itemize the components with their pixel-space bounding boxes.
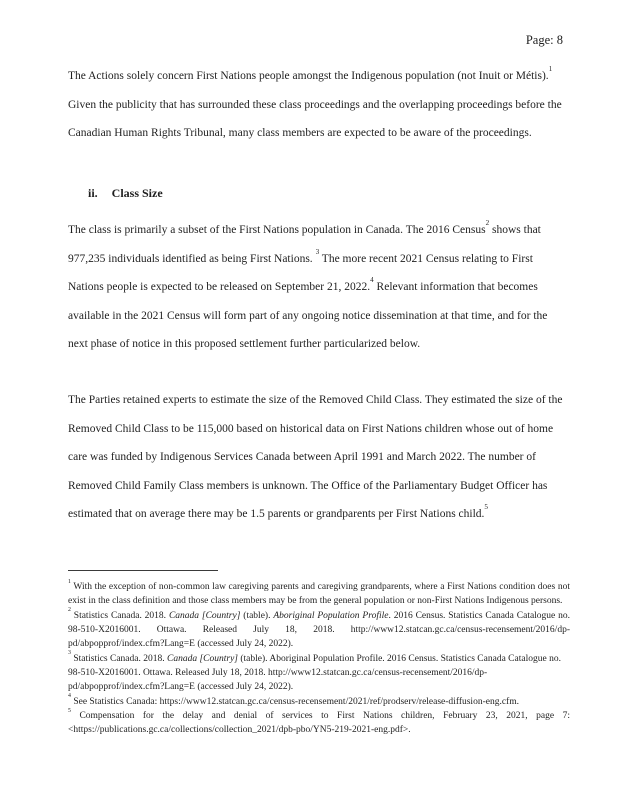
footnote-5-marker: 5	[68, 707, 71, 714]
footnote-2-marker: 2	[68, 607, 71, 614]
heading-number: ii.	[88, 186, 98, 200]
footnote-3-marker: 3	[68, 650, 71, 657]
paragraph-expert-estimates: The Parties retained experts to estimate the size of the Removed Child Class. They estimated the size of the Removed Child Class to be 115,000 based on historical data on First Nations children whose out of home care was funded by Indigenous Services Canada between April 1991 and March 2022. The number of Removed Child Family Class members is unknown. The Office of the Parliamentary Budget Officer has estimated that on average there may be 1.5 parents or grandparents per First Nations child.$^5$	[68, 394, 563, 521]
page-number: Page: 8	[525, 33, 563, 47]
footnote-2	[68, 609, 570, 652]
footnote-5	[68, 709, 570, 738]
paragraph-class-size: The class is primarily a subset of the First Nations population in Canada. The 2016 Census$^2$ shows that 977,235 individuals identified as being First Nations. $^3$ The more recent 2021 Census relating to First Nations people is expected to be released on September 21, 2022.$^4$ Relevant information that becomes available in the 2021 Census will form part of any ongoing notice dissemination at that time, and for the next phase of notice in this proposed settlement further particularized below.	[68, 218, 548, 351]
section-heading-class-size	[88, 179, 163, 208]
footnote-3-text: Statistics Canada. 2018. Canada [Country] (table). Aboriginal Population Profile. 2016 Census. Statistics Canada Catalogue no. 98-510-X2016001. Ottawa. Released July 18, 2018. http://www12.statcan.gc.ca/census-recensement/2016/dp-pd/abpopprof/index.cfm?Lang=E (accessed July 24, 2022).	[68, 653, 561, 693]
footnotes-section	[68, 580, 570, 738]
footnote-4-text: See Statistics Canada: https://www12.statcan.gc.ca/census-recensement/2021/ref/prodserv/release-diffusion-eng.cfm.	[70, 696, 519, 707]
footnote-4-marker: 4	[68, 693, 71, 700]
footnote-3	[68, 652, 570, 695]
heading-title: Class Size	[111, 186, 163, 200]
paragraph-actions-scope: The Actions solely concern First Nations people amongst the Indigenous population (not Inuit or Métis).$^1$ Given the publicity that has surrounded these class proceedings and the overlapping proceedings before the Canadian Human Rights Tribunal, many class members are expected to be aware of the proceedings.	[68, 64, 562, 140]
footnote-1-text: With the exception of non-common law caregiving parents and caregiving grandparents, where a First Nations condition does not exist in the class definition and those class members may be from the general population or non-First Nations Indigenous persons.	[68, 582, 570, 607]
footnote-1	[68, 580, 570, 609]
footnote-1-marker: 1	[68, 578, 71, 585]
footnote-2-text: Statistics Canada. 2018. Canada [Country] (table). Aboriginal Population Profile. 2016 Census. Statistics Canada Catalogue no. 98-510-X2016001. Ottawa. Released July 18, 2018. http://www12.statcan.gc.ca/census-recensement/2016/dp-pd/abpopprof/index.cfm?Lang=E (accessed July 24, 2022).	[68, 610, 571, 650]
footnote-5-text: Compensation for the delay and denial of services to First Nations children, February 23, 2021, page 7: <https://publications.gc.ca/collections/collection_2021/dpb-pbo/YN5-219-2021-eng.pdf>.	[68, 711, 570, 736]
footnote-4	[68, 695, 570, 709]
footnote-separator	[68, 570, 218, 571]
